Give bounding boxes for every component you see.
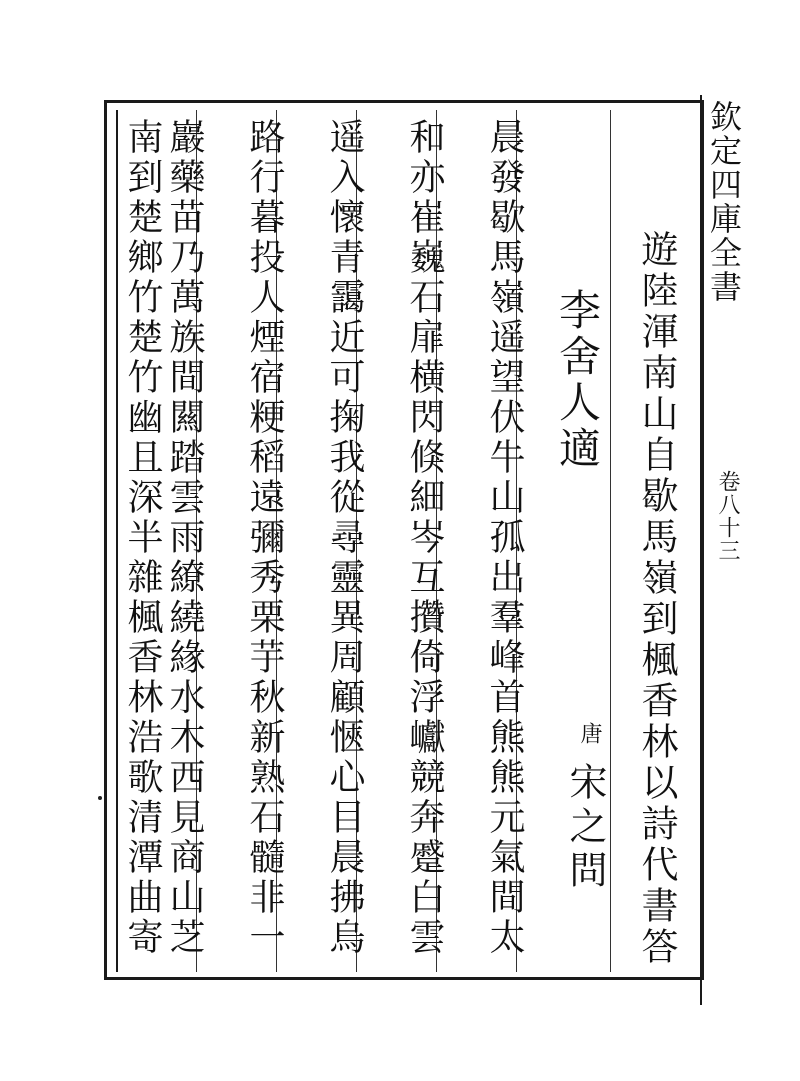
author-name: 宋之問 — [563, 762, 607, 894]
text-column: 南到楚鄉竹楚竹幽且深半雜楓香林浩歌清潭曲寄 — [122, 118, 163, 958]
ink-speck — [98, 796, 102, 800]
column-rule — [610, 110, 611, 972]
poem-dedicatee: 李舍人適 — [553, 288, 602, 472]
text-column: 和亦崔巍石扉横閃倏細岑互攢倚浮巘競奔蹙白雲 — [404, 118, 445, 958]
volume-number: 卷八十三 — [715, 470, 740, 562]
book-title: 欽定四庫全書 — [705, 100, 743, 304]
text-column: 路行暮投人煙宿粳稻遠彌秀栗芋秋新熟石髓非一 — [244, 118, 285, 958]
text-column: 巖藥苗乃萬族間闗踏雲雨繚繞緣水木西見商山芝 — [164, 118, 205, 958]
text-column: 晨發歇馬嶺遥望伏牛山孤出羣峰首熊熊元氣間太 — [484, 118, 525, 958]
author-dynasty: 唐 — [577, 722, 602, 748]
poem-title: 遊陸渾南山自歇馬嶺到楓香林以詩代書答 — [635, 230, 678, 968]
text-column: 遥入懷青靄近可掬我從尋靈異周顧愜心目晨拂烏 — [324, 118, 365, 958]
